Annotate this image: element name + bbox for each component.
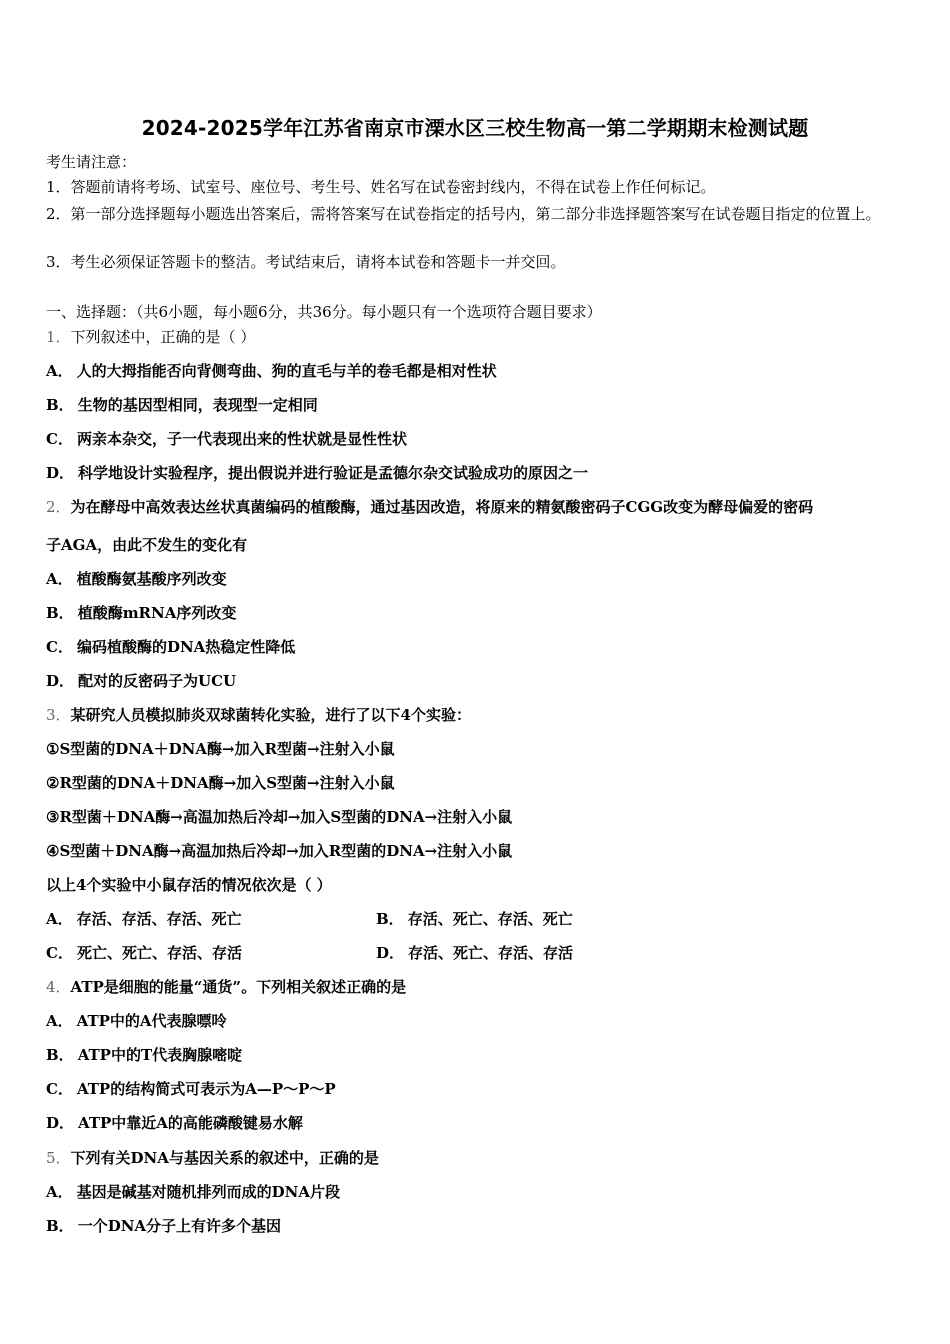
q3-option-d xyxy=(376,943,573,963)
option-text: 死亡、死亡、存活、存活 xyxy=(76,944,242,962)
q2-option-d xyxy=(46,671,236,691)
notice-heading: 考生请注意： xyxy=(46,153,137,171)
option-text: 一个DNA分子上有许多个基因 xyxy=(77,1217,282,1235)
option-text: 存活、死亡、存活、存活 xyxy=(408,944,574,962)
option-text: 植酸酶mRNA序列改变 xyxy=(77,604,237,622)
option-label: D． xyxy=(46,1114,75,1132)
question-text: 下列叙述中，正确的是（ ） xyxy=(70,328,256,346)
option-label: B． xyxy=(376,910,404,928)
option-text: ATP中靠近A的高能磷酸键易水解 xyxy=(78,1114,303,1132)
option-text: 编码植酸酶的DNA热稳定性降低 xyxy=(76,638,296,656)
option-text: 存活、存活、存活、死亡 xyxy=(76,910,242,928)
option-label: C． xyxy=(46,944,73,962)
option-label: D． xyxy=(376,944,405,962)
option-text: 基因是碱基对随机排列而成的DNA片段 xyxy=(76,1183,340,1201)
question-number: 5． xyxy=(46,1149,71,1167)
notice-item-1: 1．答题前请将考场、试室号、座位号、考生号、姓名写在试卷密封线内，不得在试卷上作任何标记。 xyxy=(46,178,716,196)
q1-option-d xyxy=(46,463,588,483)
option-text: ATP中的T代表胸腺嘧啶 xyxy=(77,1046,243,1064)
question-text: 为在酵母中高效表达丝状真菌编码的植酸酶，通过基因改造，将原来的精氨酸密码子CGG改变为酵母偏爱的密码 xyxy=(70,498,814,516)
question-number: 2． xyxy=(46,498,71,516)
option-text: 植酸酶氨基酸序列改变 xyxy=(76,570,227,588)
option-label: B． xyxy=(46,604,74,622)
option-text: ATP的结构简式可表示为A—P～P～P xyxy=(76,1080,336,1098)
q3-option-c xyxy=(46,943,242,963)
q5-option-a xyxy=(46,1182,340,1202)
q3-experiment-4: ④S型菌＋DNA酶→高温加热后冷却→加入R型菌的DNA→注射入小鼠 xyxy=(46,842,513,860)
option-label: C． xyxy=(46,638,73,656)
q3-experiment-2: ②R型菌的DNA＋DNA酶→加入S型菌→注射入小鼠 xyxy=(46,774,395,792)
q1-option-c xyxy=(46,429,407,449)
option-text: ATP中的A代表腺嘌呤 xyxy=(76,1012,227,1030)
q1-option-a xyxy=(46,361,497,381)
option-label: D． xyxy=(46,672,75,690)
question-number: 3． xyxy=(46,706,71,724)
option-text: 人的大拇指能否向背侧弯曲、狗的直毛与羊的卷毛都是相对性状 xyxy=(76,362,497,380)
option-text: 配对的反密码子为UCU xyxy=(78,672,237,690)
option-text: 两亲本杂交，子一代表现出来的性状就是显性性状 xyxy=(76,430,407,448)
question-number: 4． xyxy=(46,978,71,996)
notice-item-2: 2．第一部分选择题每小题选出答案后，需将答案写在试卷指定的括号内，第二部分非选择题答案写在试卷题目指定的位置上。 xyxy=(46,205,881,223)
option-label: A． xyxy=(46,570,73,588)
q3-option-a xyxy=(46,909,242,929)
option-text: 存活、死亡、存活、死亡 xyxy=(407,910,573,928)
q4-option-c xyxy=(46,1079,336,1099)
q4-option-a xyxy=(46,1011,227,1031)
q2-option-b xyxy=(46,603,236,623)
question-1-stem xyxy=(46,327,255,347)
question-4-stem xyxy=(46,977,406,997)
option-text: 生物的基因型相同，表现型一定相同 xyxy=(77,396,318,414)
q4-option-d xyxy=(46,1113,303,1133)
question-5-stem xyxy=(46,1148,379,1168)
question-text: ATP是细胞的能量“通货”。下列相关叙述正确的是 xyxy=(70,978,407,996)
option-label: A． xyxy=(46,1183,73,1201)
question-text: 某研究人员模拟肺炎双球菌转化实验，进行了以下4个实验： xyxy=(70,706,471,724)
option-label: B． xyxy=(46,396,74,414)
option-text: 科学地设计实验程序，提出假说并进行验证是孟德尔杂交试验成功的原因之一 xyxy=(78,464,589,482)
q2-option-c xyxy=(46,637,295,657)
option-label: D． xyxy=(46,464,75,482)
q3-experiment-1: ①S型菌的DNA＋DNA酶→加入R型菌→注射入小鼠 xyxy=(46,740,395,758)
option-label: C． xyxy=(46,430,73,448)
q3-option-b xyxy=(376,909,573,929)
option-label: C． xyxy=(46,1080,73,1098)
question-text: 下列有关DNA与基因关系的叙述中，正确的是 xyxy=(70,1149,379,1167)
question-3-stem xyxy=(46,705,471,725)
option-label: B． xyxy=(46,1046,74,1064)
option-label: A． xyxy=(46,362,73,380)
q2-option-a xyxy=(46,569,227,589)
option-label: B． xyxy=(46,1217,74,1235)
question-number: 1． xyxy=(46,328,71,346)
question-2-stem-line2: 子AGA，由此不发生的变化有 xyxy=(46,536,248,554)
notice-item-3: 3．考生必须保证答题卡的整洁。考试结束后，请将本试卷和答题卡一并交回。 xyxy=(46,253,566,271)
page-title: 2024-2025学年江苏省南京市溧水区三校生物高一第二学期期末检测试题 xyxy=(141,116,809,140)
option-label: A． xyxy=(46,1012,73,1030)
q3-experiment-3: ③R型菌＋DNA酶→高温加热后冷却→加入S型菌的DNA→注射入小鼠 xyxy=(46,808,513,826)
section-heading: 一、选择题：（共6小题，每小题6分，共36分。每小题只有一个选项符合题目要求） xyxy=(46,303,602,321)
q4-option-b xyxy=(46,1045,242,1065)
q5-option-b xyxy=(46,1216,281,1236)
option-label: A． xyxy=(46,910,73,928)
q3-question: 以上4个实验中小鼠存活的情况依次是（ ） xyxy=(46,876,332,894)
question-2-stem-line1 xyxy=(46,497,813,517)
q1-option-b xyxy=(46,395,318,415)
